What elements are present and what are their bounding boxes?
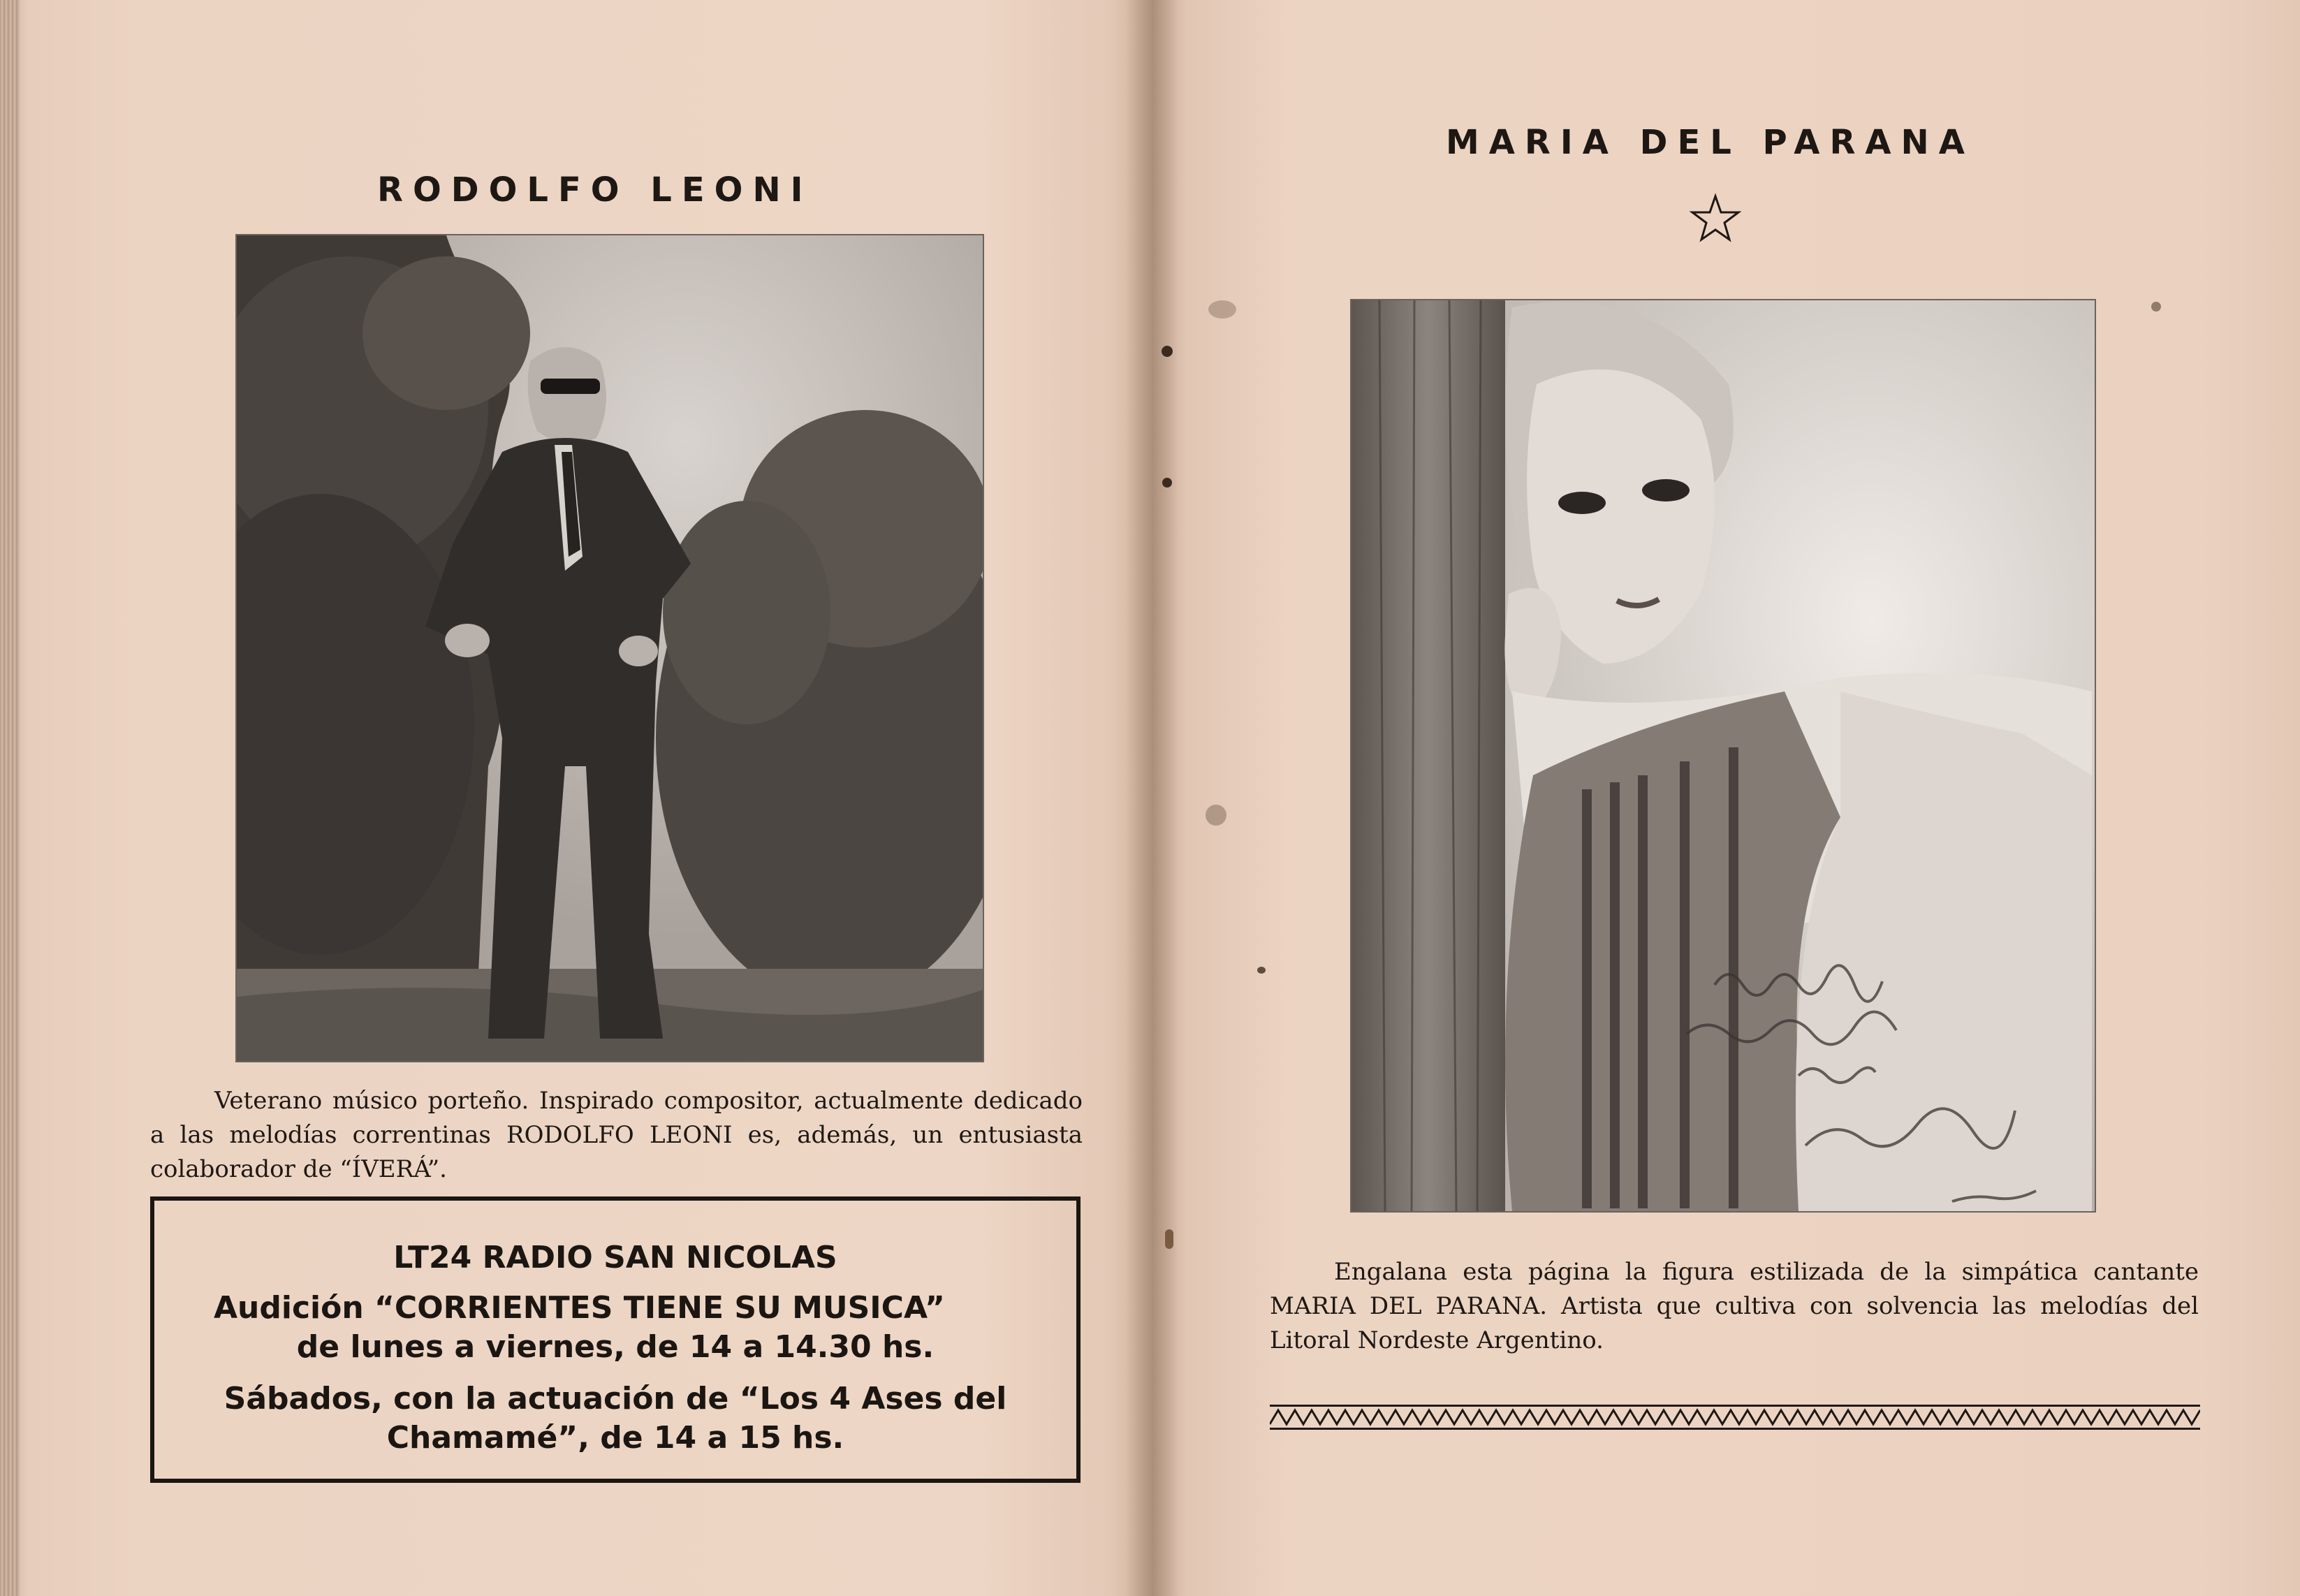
decorative-border-icon	[1270, 1403, 2200, 1431]
ad-saturday-schedule: Sábados, con la actuación de “Los 4 Ases del	[224, 1381, 1007, 1416]
foxing-spot	[1206, 805, 1226, 826]
ad-program-name: Audición “CORRIENTES TIENE SU MUSICA”	[214, 1290, 945, 1326]
foxing-spot	[1208, 300, 1236, 319]
binding-hole	[1162, 478, 1172, 488]
binding-hole	[1165, 1229, 1173, 1249]
maria-del-parana-caption: Engalana esta página la figura estilizada de la simpática cantante MARIA DEL PARANA. Artista que cultiva con solvencia las melodías del Litoral Nordeste Argentino.	[1270, 1258, 2199, 1354]
rodolfo-leoni-caption: Veterano músico porteño. Inspirado compositor, actualmente dedicado a las melodías correntinas RODOLFO LEONI es, además, un entusiasta colaborador de “ÍVERÁ”.	[150, 1087, 1083, 1183]
foxing-spot	[1257, 967, 1266, 974]
ad-station-name: LT24 RADIO SAN NICOLAS	[393, 1240, 837, 1275]
ad-saturday-schedule-end: Chamamé”, de 14 a 15 hs.	[386, 1420, 844, 1456]
maria-del-parana-photo-image	[1352, 300, 2095, 1211]
right-page-title: MARIA DEL PARANA	[1446, 123, 1975, 162]
rodolfo-leoni-photo	[235, 234, 984, 1062]
ad-weekday-schedule: de lunes a viernes, de 14 a 14.30 hs.	[296, 1329, 935, 1365]
rodolfo-leoni-photo-image	[237, 235, 983, 1061]
star-outline-icon	[1689, 192, 1742, 245]
left-page-title: RODOLFO LEONI	[377, 170, 813, 210]
binding-hole	[1162, 346, 1173, 357]
page-edges	[0, 0, 20, 1596]
radio-advertisement	[150, 1196, 1081, 1483]
foxing-spot	[2151, 302, 2161, 312]
book-gutter	[1126, 0, 1179, 1596]
maria-del-parana-photo	[1350, 299, 2096, 1213]
